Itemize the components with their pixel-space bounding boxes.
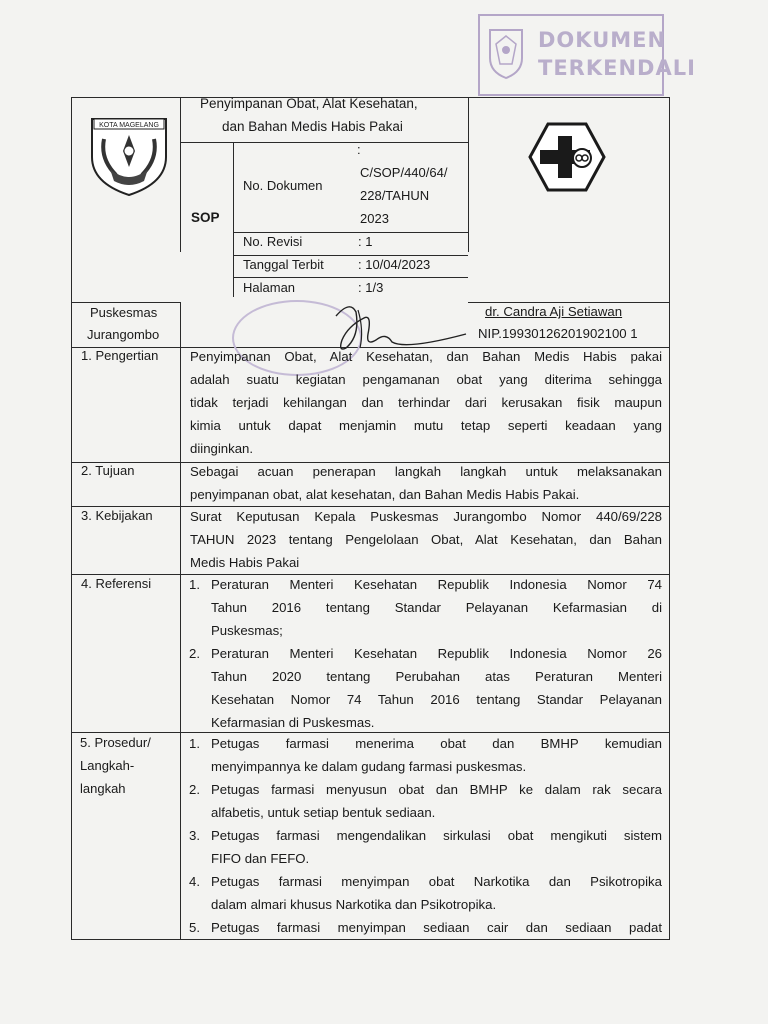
section-label-prosedur-3: langkah [80,781,126,796]
puskesmas-logo-icon [528,122,606,192]
section-kebijakan-text [190,505,662,574]
list-item-number: 1. [189,577,200,592]
page-label: Halaman [243,280,296,295]
list-item-number: 2. [189,782,200,797]
text-line: Medis Habis Pakai [190,555,300,570]
list-item [189,573,662,642]
list-item-number: 3. [189,828,200,843]
text-line: Petugas farmasi mengendalikan sirkulasi obat mengikuti sistem [211,828,662,843]
text-line: TAHUN 2023 tentang Pengelolaan Obat, Alat Kesehatan, dan Bahan [190,532,662,547]
section-tujuan-text [190,460,662,506]
text-line: Sebagai acuan penerapan langkah langkah untuk melaksanakan [190,464,662,479]
text-line: kimia untuk dapat menjamin mutu tetap seperti keadaan yang [190,418,662,433]
text-line: penyimpanan obat, alat kesehatan, dan Bahan Medis Habis Pakai. [190,487,580,502]
text-line: alfabetis, untuk setiap bentuk sediaan. [211,805,436,820]
section-referensi-list [189,573,662,734]
text-line: Penyimpanan Obat, Alat Kesehatan, dan Bahan Medis Habis pakai [190,349,662,364]
doc-number-line-1: C/SOP/440/64/ [360,165,448,180]
text-line: Puskesmas; [211,623,283,638]
doc-number-label: No. Dokumen [243,178,323,193]
stamp-line-1: DOKUMEN [538,28,667,52]
issued-date-value: : 10/04/2023 [358,257,431,272]
doc-number-line-2: 228/TAHUN [360,188,430,203]
list-item [189,732,662,778]
list-item-number: 2. [189,646,200,661]
section-label-tujuan: 2. Tujuan [81,463,135,478]
text-line: Petugas farmasi menyusun obat dan BMHP ke dalam rak secara [211,782,662,797]
text-line: Petugas farmasi menerima obat dan BMHP kemudian [211,736,662,751]
list-item [189,870,662,916]
list-item-number: 1. [189,736,200,751]
text-line: dalam almari khusus Narkotika dan Psikotropika. [211,897,497,912]
sop-title-line-2: dan Bahan Medis Habis Pakai [222,119,403,134]
text-line: Peraturan Menteri Kesehatan Republik Indonesia Nomor 26 [211,646,662,661]
sop-title-line-1: Penyimpanan Obat, Alat Kesehatan, [200,96,418,111]
org-name-line-1: Puskesmas [90,305,158,320]
logo-caption: KOTA MAGELANG [99,122,159,129]
text-line: Petugas farmasi menyimpan sediaan cair dan sediaan padat [211,920,662,935]
section-label-prosedur-1: 5. Prosedur/ [80,735,151,750]
text-line: tidak terjadi kehilangan dan terhindar dari kerusakan fisik maupun [190,395,662,410]
kota-magelang-logo [86,111,172,197]
section-label-prosedur-2: Langkah- [80,758,135,773]
document-control-stamp [478,14,696,96]
revision-label: No. Revisi [243,234,303,249]
sop-label: SOP [191,210,220,225]
text-line: Tahun 2020 tentang Perubahan atas Peraturan Menteri [211,669,662,684]
revision-value: : 1 [358,234,373,249]
list-item [189,778,662,824]
text-line: FIFO dan FEFO. [211,851,310,866]
signer-nip: NIP.19930126201902100 1 [478,326,638,341]
text-line: Kefarmasian di Puskesmas. [211,715,375,730]
list-item-number: 5. [189,920,200,935]
text-line: menyimpannya ke dalam gudang farmasi puskesmas. [211,759,527,774]
section-prosedur-list [189,732,662,939]
text-line: adalah suatu kegiatan pengamanan obat yang diterima sehingga [190,372,662,387]
text-line: Surat Keputusan Kepala Puskesmas Jurangombo Nomor 440/69/228 [190,509,662,524]
puskesmas-emblem-icon [486,24,526,84]
org-name-line-2: Jurangombo [87,327,160,342]
list-item [189,824,662,870]
list-item-number: 4. [189,874,200,889]
text-line: Petugas farmasi menyimpan obat Narkotika dan Psikotropika [211,874,662,889]
stamp-line-2: TERKENDALI [538,56,696,80]
issued-date-label: Tanggal Terbit [243,257,324,272]
text-line: Kesehatan Nomor 74 Tahun 2016 tentang Standar Pelayanan [211,692,662,707]
section-pengertian-text [190,345,662,460]
list-item [189,916,662,939]
page-value: : 1/3 [358,280,384,295]
list-item [189,642,662,734]
doc-number-line-3: 2023 [360,211,389,226]
text-line: Tahun 2016 tentang Standar Pelayanan Kefarmasian di [211,600,662,615]
text-line: diinginkan. [190,441,254,456]
section-label-pengertian: 1. Pengertian [81,348,159,363]
section-label-kebijakan: 3. Kebijakan [81,508,153,523]
signer-name: dr. Candra Aji Setiawan [485,304,623,319]
text-line: Peraturan Menteri Kesehatan Republik Indonesia Nomor 74 [211,577,662,592]
section-label-referensi: 4. Referensi [81,576,152,591]
doc-number-colon: : [357,142,361,157]
